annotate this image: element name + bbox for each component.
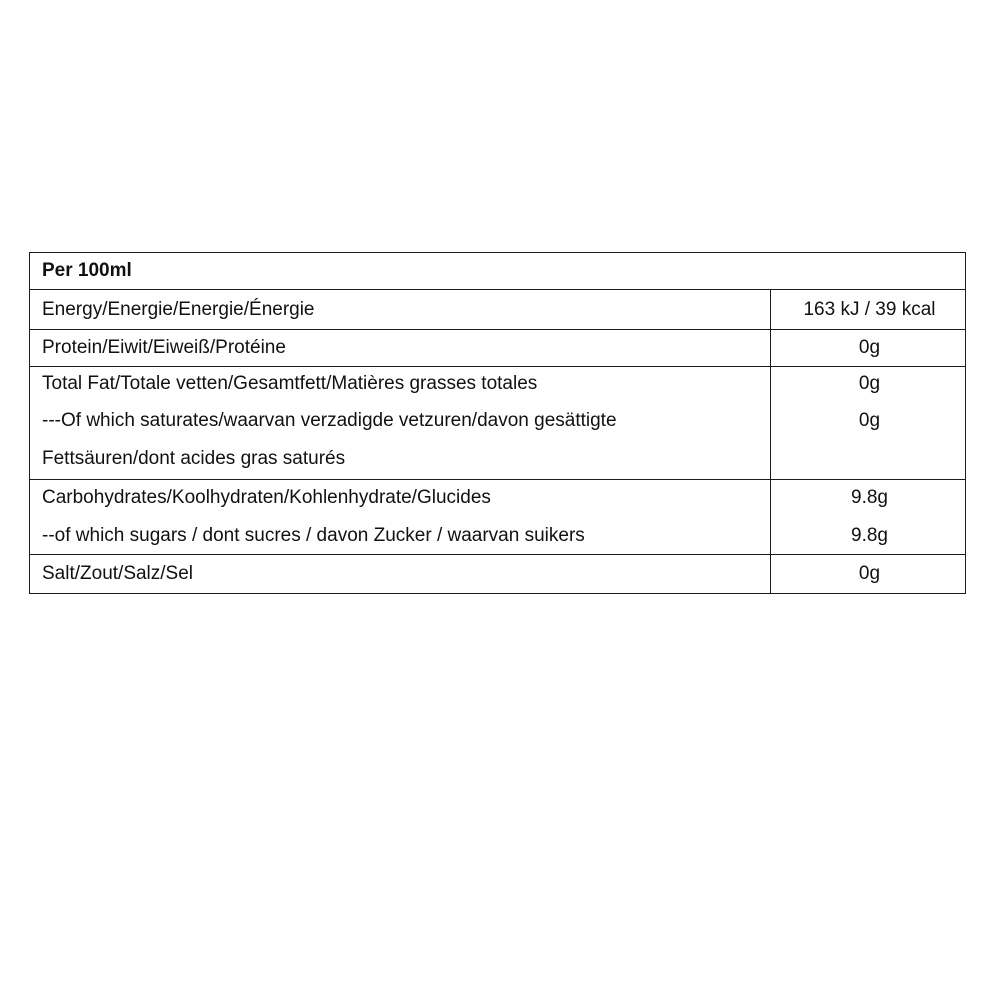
sugars-value: 9.8g (851, 525, 888, 546)
table-row-fat (30, 366, 965, 479)
energy-value: 163 kJ / 39 kcal (803, 299, 936, 320)
table-row-salt (30, 554, 965, 593)
nutrition-table (29, 252, 966, 594)
table-row-protein (30, 329, 965, 366)
energy-label: Energy/Energie/Energie/Énergie (42, 299, 315, 320)
salt-value: 0g (858, 563, 881, 584)
total-fat-value: 0g (858, 373, 881, 394)
table-row-carbohydrates (30, 479, 965, 554)
carbohydrates-value: 9.8g (851, 487, 888, 508)
salt-label: Salt/Zout/Salz/Sel (42, 563, 194, 584)
carbohydrates-label: Carbohydrates/Koolhydraten/Kohlenhydrate/Glucides (42, 487, 491, 508)
table-row-energy (30, 289, 965, 329)
protein-label: Protein/Eiwit/Eiweiß/Protéine (42, 337, 286, 358)
sugars-label: --of which sugars / dont sucres / davon Zucker / waarvan suikers (42, 525, 585, 546)
saturates-label-line2: Fettsäuren/dont acides gras saturés (42, 448, 346, 469)
table-title: Per 100ml (42, 260, 132, 281)
saturates-value: 0g (858, 410, 881, 431)
saturates-label-line1: ---Of which saturates/waarvan verzadigde vetzuren/davon gesättigte (42, 410, 617, 431)
table-header-row (30, 253, 965, 289)
total-fat-label: Total Fat/Totale vetten/Gesamtfett/Matières grasses totales (42, 373, 538, 394)
protein-value: 0g (858, 337, 881, 358)
